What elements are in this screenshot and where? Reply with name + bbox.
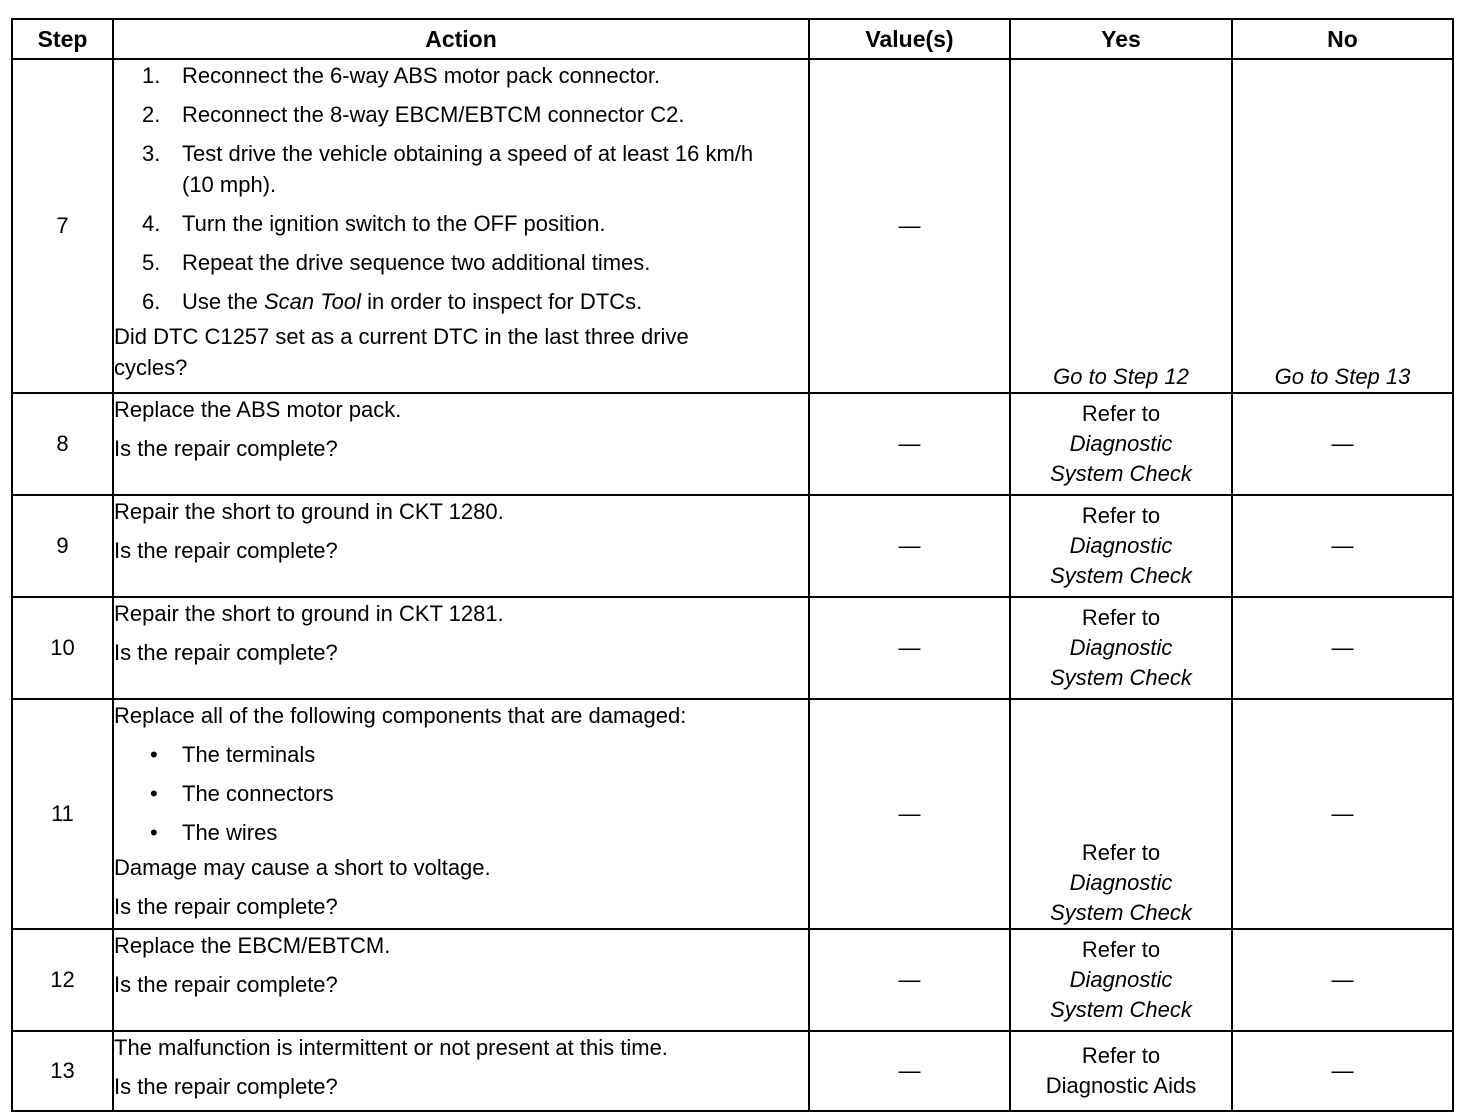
question-text: Did DTC C1257 set as a current DTC in the last three drive cycles? [114,324,689,380]
action-cell [113,699,809,929]
table-row [12,1031,1453,1111]
value-cell: — [809,699,1010,929]
refer-to-text: Refer to [1081,605,1161,630]
scan-tool-term: Scan Tool [263,289,361,314]
refer-to-text: Refer to [1081,503,1161,528]
item-text: Test drive the vehicle obtaining a speed of at least 16 km/h (10 mph). [182,141,754,197]
yes-cell [1010,699,1232,929]
diagnostic-table [11,18,1454,1112]
action-cell [113,393,809,495]
bullet-icon: • [150,781,158,806]
action-line: Repair the short to ground in CKT 1281. [114,601,504,626]
value-cell: — [809,597,1010,699]
refer-to-text: Refer to [1081,1043,1161,1068]
item-text: Reconnect the 8-way EBCM/EBTCM connector C2. [182,102,685,127]
no-cell: — [1232,597,1453,699]
step-number: 12 [12,929,113,1031]
question-text: Is the repair complete? [114,894,338,919]
step-number: 11 [12,699,113,929]
item-number: 4. [142,211,161,236]
yes-cell [1010,393,1232,495]
value-cell: — [809,393,1010,495]
action-line: The malfunction is intermittent or not present at this time. [114,1035,668,1060]
action-cell [113,59,809,393]
action-cell [113,929,809,1031]
bullet-icon: • [150,742,158,767]
refer-to-text: Refer to [1081,937,1161,962]
yes-cell [1010,495,1232,597]
diagnostic-system-check-link[interactable]: Diagnostic System Check [1050,870,1192,925]
diagnostic-system-check-link[interactable]: Diagnostic System Check [1050,533,1192,588]
bullet-icon: • [150,820,158,845]
no-cell: — [1232,1031,1453,1111]
action-line: Is the repair complete? [114,436,338,461]
item-number: 3. [142,141,161,166]
action-line: Is the repair complete? [114,1074,338,1099]
no-cell [1232,59,1453,393]
goto-step-link[interactable]: Go to Step 12 [1053,364,1189,389]
step-number: 9 [12,495,113,597]
list-item [114,99,808,130]
no-cell: — [1232,495,1453,597]
yes-cell [1010,929,1232,1031]
action-line: Is the repair complete? [114,538,338,563]
table-row [12,59,1453,393]
diagnostic-system-check-link[interactable]: Diagnostic System Check [1050,967,1192,1022]
diagnostic-aids-link[interactable]: Diagnostic Aids [1045,1073,1197,1098]
item-number: 5. [142,250,161,275]
action-line: Is the repair complete? [114,972,338,997]
action-cell [113,495,809,597]
action-line: Replace all of the following components that are damaged: [114,703,687,728]
step-column-header: Step [12,19,113,59]
action-line: Is the repair complete? [114,640,338,665]
item-text: Reconnect the 6-way ABS motor pack connector. [182,63,661,88]
item-text [182,286,642,317]
action-line: Damage may cause a short to voltage. [114,855,491,880]
list-item [114,208,808,239]
yes-cell [1010,59,1232,393]
list-item [114,60,808,91]
item-text: Turn the ignition switch to the OFF position. [182,211,606,236]
action-cell [113,1031,809,1111]
yes-cell [1010,1031,1232,1111]
action-line: Repair the short to ground in CKT 1280. [114,499,504,524]
item-text: The terminals [182,742,316,767]
table-row [12,495,1453,597]
item-number: 2. [142,102,161,127]
step-number: 7 [12,59,113,393]
table-row [12,393,1453,495]
item-text-pre: Use the [182,289,264,314]
diagnostic-system-check-link[interactable]: Diagnostic System Check [1050,635,1192,690]
list-item [114,778,808,809]
item-text: The wires [182,820,278,845]
values-column-header: Value(s) [809,19,1010,59]
table-row [12,699,1453,929]
no-cell: — [1232,699,1453,929]
item-text-post: in order to inspect for DTCs. [360,289,643,314]
action-cell [113,597,809,699]
value-cell: — [809,495,1010,597]
no-cell: — [1232,393,1453,495]
list-item [114,817,808,848]
action-column-header: Action [113,19,809,59]
no-column-header: No [1232,19,1453,59]
table-row [12,929,1453,1031]
refer-to-text: Refer to [1081,401,1161,426]
table-header-row [12,19,1453,59]
yes-cell [1010,597,1232,699]
list-item [114,739,808,770]
no-cell: — [1232,929,1453,1031]
item-number: 1. [142,63,161,88]
value-cell: — [809,59,1010,393]
table-row [12,597,1453,699]
step-number: 13 [12,1031,113,1111]
list-item [114,138,808,200]
diagnostic-system-check-link[interactable]: Diagnostic System Check [1050,431,1192,486]
item-text: Repeat the drive sequence two additional times. [182,250,651,275]
item-number: 6. [142,289,161,314]
step-number: 8 [12,393,113,495]
action-line: Replace the EBCM/EBTCM. [114,933,391,958]
value-cell: — [809,1031,1010,1111]
item-text: The connectors [182,781,334,806]
step-number: 10 [12,597,113,699]
list-item [114,286,808,317]
list-item [114,247,808,278]
action-line: Replace the ABS motor pack. [114,397,402,422]
refer-to-text: Refer to [1081,840,1161,865]
value-cell: — [809,929,1010,1031]
yes-column-header: Yes [1010,19,1232,59]
goto-step-link[interactable]: Go to Step 13 [1274,364,1411,389]
